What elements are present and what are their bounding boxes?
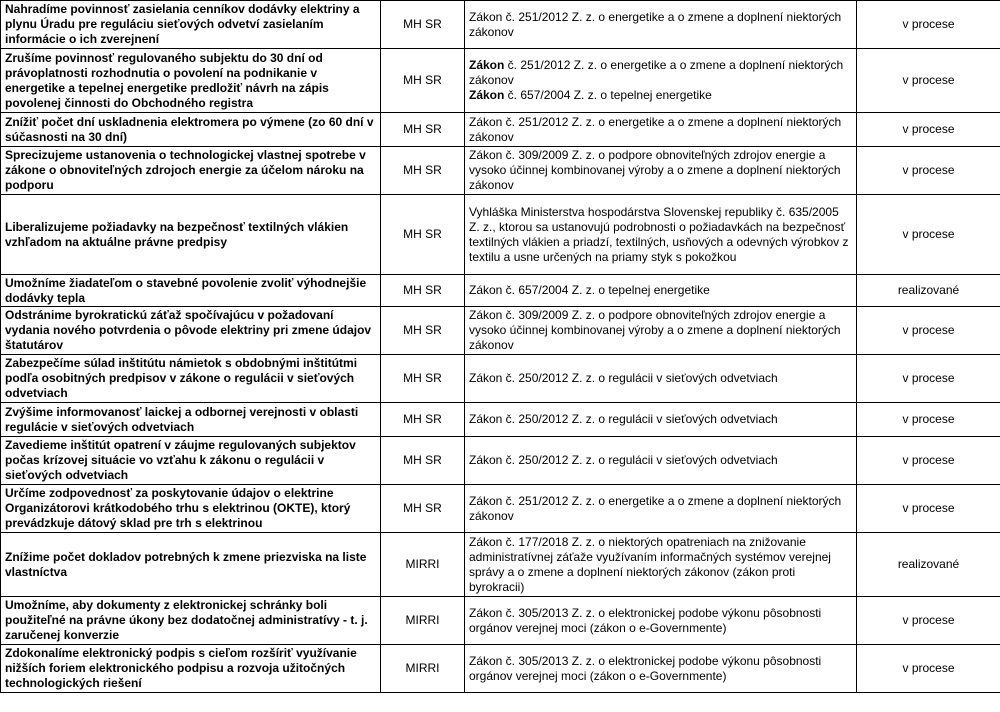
measure-cell: Zabezpečíme súlad inštitútu námietok s obdobnými inštitútmi podľa osobitných predpisov v zákone o regulácii v sieťových odvetviach xyxy=(1,355,381,403)
authority-cell: MIRRI xyxy=(381,597,465,645)
status-cell: v procese xyxy=(857,147,1000,195)
table-row xyxy=(1,437,1000,485)
authority-cell: MH SR xyxy=(381,485,465,533)
measure-cell: Sprecizujeme ustanovenia o technologickej vlastnej spotrebe v zákone o obnoviteľných zdrojoch energie za účelom nároku na podporu xyxy=(1,147,381,195)
table-row xyxy=(1,485,1000,533)
table-row xyxy=(1,147,1000,195)
law-cell: Vyhláška Ministerstva hospodárstva Slovenskej republiky č. 635/2005 Z. z., ktorou sa ustanovujú podrobnosti o požiadavkách na bezpečnosť textilných vlákien a priadzí, textilných, usňových a odevných výrobkov z textilu a usne určených na priamy styk s pokožkou xyxy=(465,195,857,275)
measure-cell: Znížiť počet dní uskladnenia elektromera po výmene (zo 60 dní v súčasnosti na 30 dní) xyxy=(1,113,381,147)
authority-cell: MIRRI xyxy=(381,533,465,597)
authority-cell: MH SR xyxy=(381,113,465,147)
table-row xyxy=(1,195,1000,275)
law-cell: Zákon č. 657/2004 Z. z. o tepelnej energetike xyxy=(465,275,857,307)
table-row xyxy=(1,113,1000,147)
authority-cell: MH SR xyxy=(381,437,465,485)
measure-cell: Liberalizujeme požiadavky na bezpečnosť textilných vlákien vzhľadom na aktuálne právne predpisy xyxy=(1,195,381,275)
authority-cell: MH SR xyxy=(381,147,465,195)
status-cell: v procese xyxy=(857,645,1000,693)
status-cell: realizované xyxy=(857,533,1000,597)
law-cell xyxy=(465,49,857,113)
law-cell: Zákon č. 250/2012 Z. z. o regulácii v sieťových odvetviach xyxy=(465,437,857,485)
table-row xyxy=(1,403,1000,437)
authority-cell: MH SR xyxy=(381,307,465,355)
law-cell: Zákon č. 250/2012 Z. z. o regulácii v sieťových odvetviach xyxy=(465,355,857,403)
authority-cell: MIRRI xyxy=(381,645,465,693)
law-line-bold: Zákon xyxy=(469,88,505,102)
measure-cell: Určíme zodpovednosť za poskytovanie údajov o elektrine Organizátorovi krátkodobého trhu s elektrinou (OKTE), ktorý prevádzkuje dátový sklad pre trh s elektrinou xyxy=(1,485,381,533)
measure-cell: Odstránime byrokratickú záťaž spočívajúcu v požadovaní vydania nového potvrdenia o pôvode elektriny pri zmene údajov štatutárov xyxy=(1,307,381,355)
measure-cell: Zdokonalíme elektronický podpis s cieľom rozšíriť využívanie nižších foriem elektronického podpisu a rozvoja užitočných technologických riešení xyxy=(1,645,381,693)
law-line-bold: Zákon xyxy=(469,58,505,72)
status-cell: v procese xyxy=(857,485,1000,533)
status-cell: v procese xyxy=(857,355,1000,403)
status-cell: v procese xyxy=(857,307,1000,355)
law-line xyxy=(469,88,852,103)
measure-cell: Nahradíme povinnosť zasielania cenníkov dodávky elektriny a plynu Úradu pre reguláciu sieťových odvetví zasielaním informácie o ich zverejnení xyxy=(1,1,381,49)
status-cell: v procese xyxy=(857,437,1000,485)
law-cell: Zákon č. 305/2013 Z. z. o elektronickej podobe výkonu pôsobnosti orgánov verejnej moci (zákon o e-Governmente) xyxy=(465,597,857,645)
table-row xyxy=(1,49,1000,113)
table-row xyxy=(1,533,1000,597)
law-cell: Zákon č. 305/2013 Z. z. o elektronickej podobe výkonu pôsobnosti orgánov verejnej moci (zákon o e-Governmente) xyxy=(465,645,857,693)
authority-cell: MH SR xyxy=(381,49,465,113)
status-cell: realizované xyxy=(857,275,1000,307)
status-cell: v procese xyxy=(857,49,1000,113)
status-cell: v procese xyxy=(857,597,1000,645)
status-cell: v procese xyxy=(857,403,1000,437)
table-row xyxy=(1,307,1000,355)
measures-table-body xyxy=(1,1,1000,693)
status-cell: v procese xyxy=(857,1,1000,49)
authority-cell: MH SR xyxy=(381,403,465,437)
table-row xyxy=(1,597,1000,645)
measure-cell: Zrušíme povinnosť regulovaného subjektu do 30 dní od právoplatnosti rozhodnutia o povolení na podnikanie v energetike a tepelnej energetike predložiť návrh na zápis povolenej činnosti do Obchodného registra xyxy=(1,49,381,113)
table-row xyxy=(1,1,1000,49)
table-row xyxy=(1,355,1000,403)
authority-cell: MH SR xyxy=(381,1,465,49)
law-cell: Zákon č. 251/2012 Z. z. o energetike a o zmene a doplnení niektorých zákonov xyxy=(465,485,857,533)
measure-cell: Zavedieme inštitút opatrení v záujme regulovaných subjektov počas krízovej situácie vo vzťahu k zákonu o regulácii v sieťových odvetviach xyxy=(1,437,381,485)
law-line xyxy=(469,58,852,88)
law-cell: Zákon č. 309/2009 Z. z. o podpore obnoviteľných zdrojov energie a vysoko účinnej kombinovanej výroby a o zmene a doplnení niektorých zákonov xyxy=(465,307,857,355)
measure-cell: Znížime počet dokladov potrebných k zmene priezviska na liste vlastníctva xyxy=(1,533,381,597)
authority-cell: MH SR xyxy=(381,195,465,275)
measure-cell: Umožníme, aby dokumenty z elektronickej schránky boli použiteľné na právne úkony bez dodatočnej administratívy - t. j. zaručenej konverzie xyxy=(1,597,381,645)
measure-cell: Zvýšime informovanosť laickej a odbornej verejnosti v oblasti regulácie v sieťových odvetviach xyxy=(1,403,381,437)
status-cell: v procese xyxy=(857,195,1000,275)
law-cell: Zákon č. 251/2012 Z. z. o energetike a o zmene a doplnení niektorých zákonov xyxy=(465,113,857,147)
table-row xyxy=(1,645,1000,693)
law-line-text: č. 251/2012 Z. z. o energetike a o zmene a doplnení niektorých zákonov xyxy=(469,58,844,87)
law-cell: Zákon č. 177/2018 Z. z. o niektorých opatreniach na znižovanie administratívnej záťaže využívaním informačných systémov verejnej správy a o zmene a doplnení niektorých zákonov (zákon proti byrokracii) xyxy=(465,533,857,597)
law-cell: Zákon č. 309/2009 Z. z. o podpore obnoviteľných zdrojov energie a vysoko účinnej kombinovanej výroby a o zmene a doplnení niektorých zákonov xyxy=(465,147,857,195)
status-cell: v procese xyxy=(857,113,1000,147)
law-cell: Zákon č. 251/2012 Z. z. o energetike a o zmene a doplnení niektorých zákonov xyxy=(465,1,857,49)
law-line-text: č. 657/2004 Z. z. o tepelnej energetike xyxy=(504,88,712,102)
table-row xyxy=(1,275,1000,307)
authority-cell: MH SR xyxy=(381,275,465,307)
measure-cell: Umožníme žiadateľom o stavebné povolenie zvoliť výhodnejšie dodávky tepla xyxy=(1,275,381,307)
law-cell: Zákon č. 250/2012 Z. z. o regulácii v sieťových odvetviach xyxy=(465,403,857,437)
authority-cell: MH SR xyxy=(381,355,465,403)
